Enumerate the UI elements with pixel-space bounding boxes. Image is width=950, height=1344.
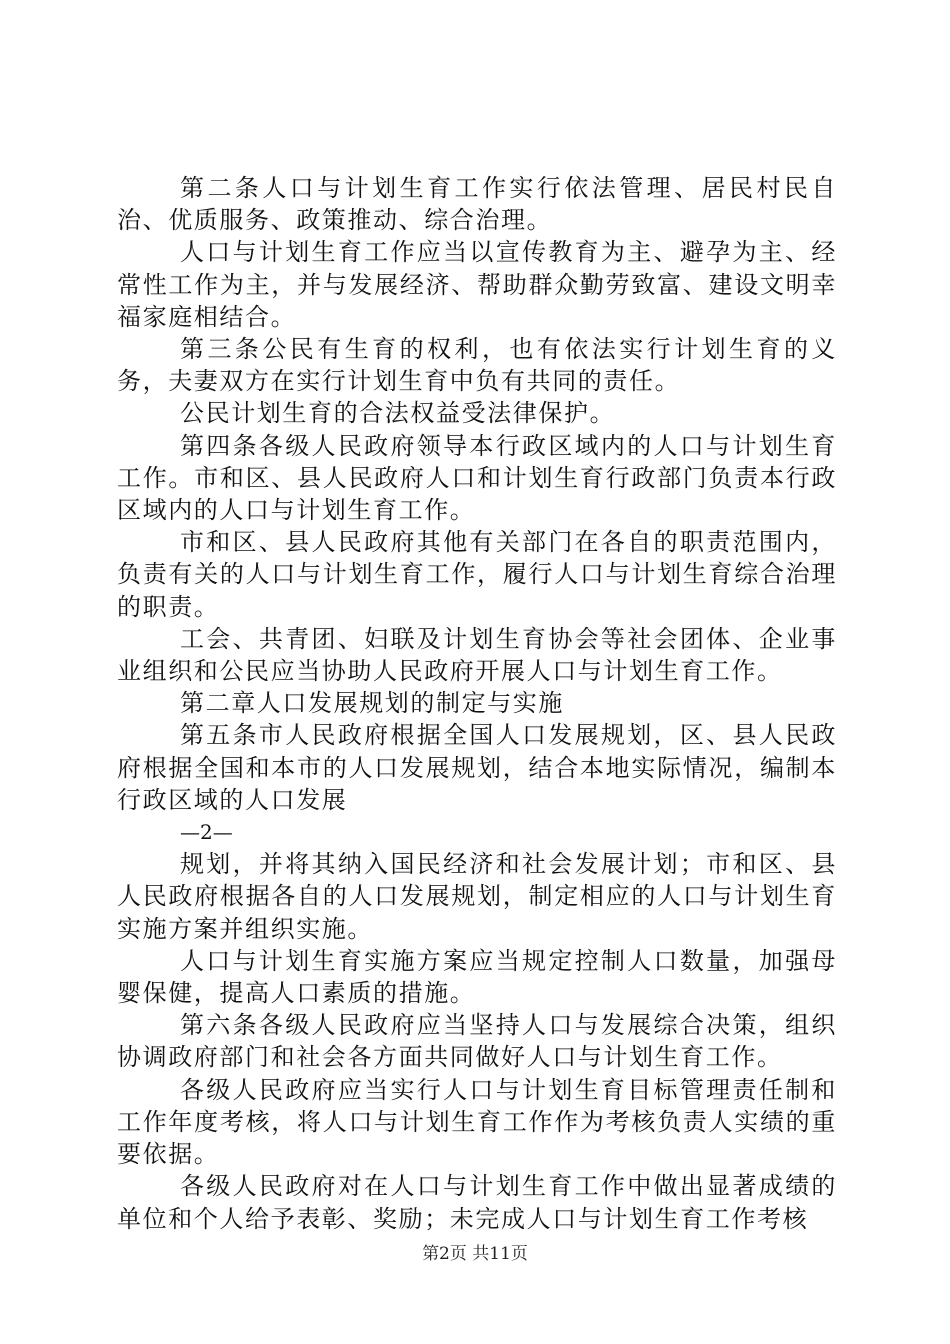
paragraph: 工会、共青团、妇联及计划生育协会等社会团体、企业事业组织和公民应当协助人民政府开展人口与计划生育工作。: [117, 624, 837, 686]
paragraph: 各级人民政府对在人口与计划生育工作中做出显著成绩的单位和个人给予表彰、奖励；未完成人口与计划生育工作考核: [117, 1172, 837, 1233]
paragraph: 人口与计划生育实施方案应当规定控制人口数量，加强母婴保健，提高人口素质的措施。: [117, 946, 837, 1008]
paragraph: 第二条人口与计划生育工作实行依法管理、居民村民自治、优质服务、政策推动、综合治理。: [117, 174, 837, 235]
chapter-heading: 第二章人口发展规划的制定与实施: [180, 689, 564, 718]
paragraph: 人口与计划生育工作应当以宣传教育为主、避孕为主、经常性工作为主，并与发展经济、帮助群众勤劳致富、建设文明幸福家庭相结合。: [117, 238, 837, 331]
document-body: [117, 172, 837, 1235]
paragraph: 公民计划生育的合法权益受法律保护。: [180, 399, 616, 428]
paragraph: 市和区、县人民政府其他有关部门在各自的职责范围内，负责有关的人口与计划生育工作，履行人口与计划生育综合治理的职责。: [117, 528, 837, 621]
inline-page-marker: —2—: [180, 820, 233, 845]
paragraph: 第三条公民有生育的权利，也有依法实行计划生育的义务，夫妻双方在实行计划生育中负有共同的责任。: [117, 335, 837, 396]
paragraph: 第六条各级人民政府应当坚持人口与发展综合决策，组织协调政府部门和社会各方面共同做好人口与计划生育工作。: [117, 1011, 837, 1072]
paragraph: 各级人民政府应当实行人口与计划生育目标管理责任制和工作年度考核，将人口与计划生育工作作为考核负责人实绩的重要依据。: [117, 1075, 837, 1169]
paragraph: 第五条市人民政府根据全国人口发展规划，区、县人民政府根据全国和本市的人口发展规划，结合本地实际情况，编制本行政区域的人口发展: [117, 721, 837, 814]
page-footer: 第2页 共11页: [422, 1244, 528, 1264]
paragraph: 规划，并将其纳入国民经济和社会发展计划；市和区、县人民政府根据各自的人口发展规划，制定相应的人口与计划生育实施方案并组织实施。: [117, 850, 837, 943]
paragraph: 第四条各级人民政府领导本行政区域内的人口与计划生育工作。市和区、县人民政府人口和计划生育行政部门负责本行政区域内的人口与计划生育工作。: [117, 431, 837, 525]
